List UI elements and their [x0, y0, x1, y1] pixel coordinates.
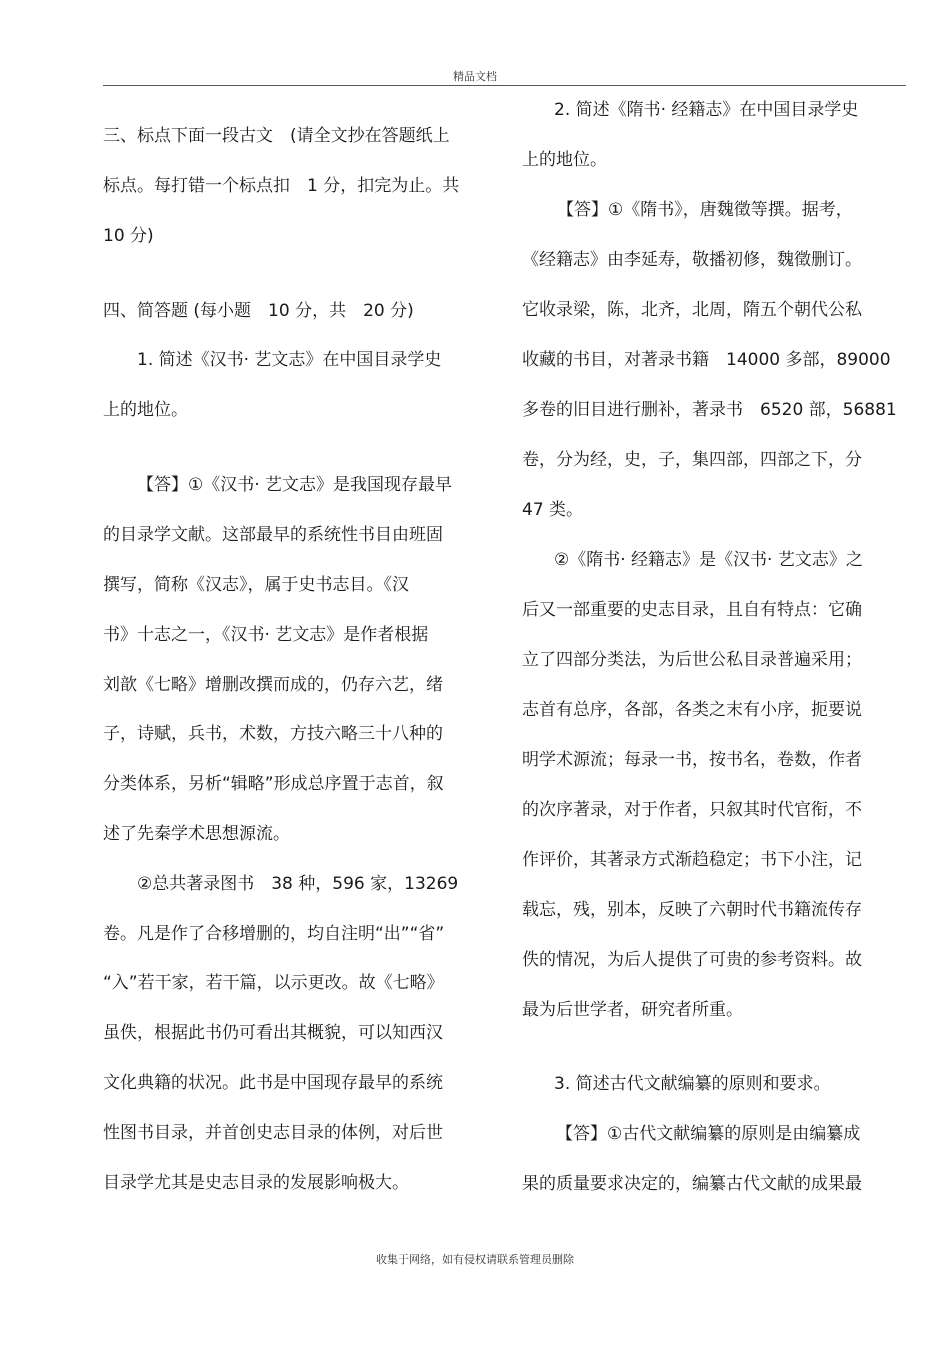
- right-line: ②《隋书· 经籍志》是《汉书· 艺文志》之: [554, 550, 863, 570]
- left-line: 刘歆《七略》增删改撰而成的，仍存六艺，绪: [103, 675, 443, 695]
- right-line: 明学术源流；每录一书，按书名，卷数，作者: [522, 750, 862, 770]
- right-line: 的次序著录，对于作者，只叙其时代官衔，不: [522, 800, 862, 820]
- left-line: 子，诗赋，兵书，术数，方技六略三十八种的: [103, 724, 443, 744]
- right-line: 多卷的旧目进行删补，著录书 6520 部，56881: [522, 400, 897, 420]
- right-line: 【答】①《隋书》，唐魏徵等撰。据考，: [557, 200, 853, 220]
- left-line: 标点。每打错一个标点扣 1 分，扣完为止。共: [103, 176, 460, 196]
- left-line: 书》十志之一，《汉书· 艺文志》是作者根据: [103, 625, 429, 645]
- right-line: 志首有总序，各部，各类之末有小序，扼要说: [522, 700, 862, 720]
- header-rule: [103, 85, 906, 86]
- left-line: 1. 简述《汉书· 艺文志》在中国目录学史: [137, 350, 442, 370]
- right-line: 上的地位。: [522, 150, 607, 170]
- right-line: 3. 简述古代文献编纂的原则和要求。: [554, 1074, 831, 1094]
- right-line: 卷，分为经，史，子，集四部，四部之下，分: [522, 450, 862, 470]
- left-line: ②总共著录图书 38 种，596 家，13269: [137, 874, 459, 894]
- left-line: 10 分): [103, 226, 154, 246]
- right-line: 最为后世学者，研究者所重。: [522, 1000, 743, 1020]
- left-line: 的目录学文献。这部最早的系统性书目由班固: [103, 525, 443, 545]
- right-line: 2. 简述《隋书· 经籍志》在中国目录学史: [554, 100, 859, 120]
- left-line: 分类体系，另析“辑略”形成总序置于志首，叙: [103, 774, 444, 794]
- right-line: 果的质量要求决定的，编纂古代文献的成果最: [522, 1174, 862, 1194]
- left-line: 性图书目录，并首创史志目录的体例，对后世: [103, 1123, 443, 1143]
- left-line: 撰写，简称《汉志》，属于史书志目。《汉: [103, 575, 409, 595]
- right-line: 收藏的书目，对著录书籍 14000 多部，89000: [522, 350, 891, 370]
- right-line: 立了四部分类法，为后世公私目录普遍采用；: [522, 650, 862, 670]
- right-line: 佚的情况，为后人提供了可贵的参考资料。故: [522, 950, 862, 970]
- left-line: 卷。凡是作了合移增删的，均自注明“出”“省”: [103, 924, 445, 944]
- right-line: 【答】①古代文献编纂的原则是由编纂成: [556, 1124, 861, 1144]
- left-line: 三、标点下面一段古文 (请全文抄在答题纸上: [103, 126, 450, 146]
- right-line: 载忘，残，别本，反映了六朝时代书籍流传存: [522, 900, 862, 920]
- left-line: 文化典籍的状况。此书是中国现存最早的系统: [103, 1073, 443, 1093]
- left-line: 上的地位。: [103, 400, 188, 420]
- left-line: 四、简答题 (每小题 10 分，共 20 分): [103, 301, 414, 321]
- right-line: 作评价，其著录方式渐趋稳定；书下小注，记: [522, 850, 862, 870]
- right-line: 它收录梁，陈，北齐，北周，隋五个朝代公私: [522, 300, 862, 320]
- page-header: 精品文档: [453, 70, 497, 83]
- right-line: 47 类。: [522, 500, 584, 520]
- left-line: 【答】①《汉书· 艺文志》是我国现存最早: [137, 475, 453, 495]
- left-line: 虽佚，根据此书仍可看出其概貌，可以知西汉: [103, 1023, 443, 1043]
- left-line: 目录学尤其是史志目录的发展影响极大。: [103, 1173, 409, 1193]
- left-line: 述了先秦学术思想源流。: [103, 824, 290, 844]
- left-line: “入”若干家，若干篇，以示更改。故《七略》: [103, 973, 444, 993]
- page-footer: 收集于网络，如有侵权请联系管理员删除: [376, 1253, 574, 1266]
- right-line: 《经籍志》由李延寿，敬播初修，魏徵删订。: [522, 250, 862, 270]
- right-line: 后又一部重要的史志目录，且自有特点：它确: [522, 600, 862, 620]
